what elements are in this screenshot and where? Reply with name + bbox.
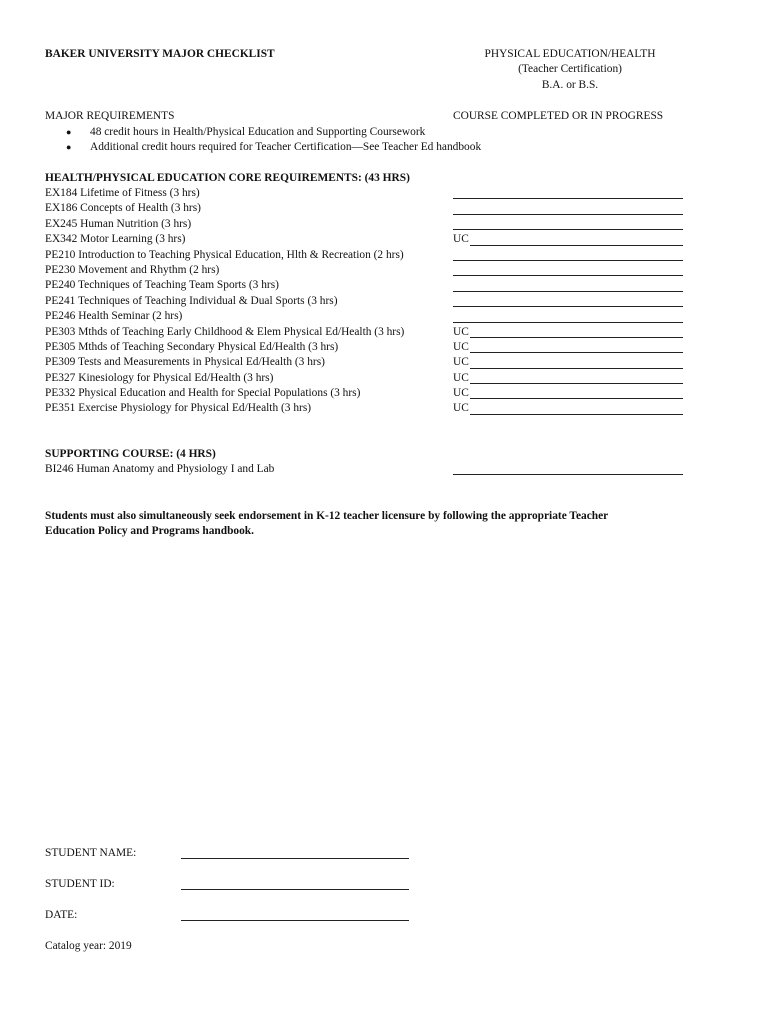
completion-field[interactable] [453,217,683,232]
major-requirements-heading: MAJOR REQUIREMENTS [45,110,175,122]
upper-college-marker: UC [453,356,469,369]
table-row [45,371,745,386]
course-name: PE246 Health Seminar (2 hrs) [45,310,183,323]
course-name: EX245 Human Nutrition (3 hrs) [45,217,192,230]
table-row [45,325,745,340]
course-completed-heading: COURSE COMPLETED OR IN PROGRESS [453,110,664,122]
completion-field[interactable] [453,325,683,340]
student-name-label: STUDENT NAME: [45,847,137,859]
bullet-icon: ● [66,142,72,153]
certification-note: (Teacher Certification) [518,63,622,76]
completion-field[interactable] [453,401,683,416]
program-block [452,47,688,93]
core-course-list [45,186,745,417]
table-row [45,309,745,324]
completion-field[interactable] [453,355,683,370]
course-name: PE230 Movement and Rhythm (2 hrs) [45,263,220,276]
upper-college-marker: UC [453,402,469,415]
upper-college-marker: UC [453,325,469,338]
supporting-course-list [45,462,745,477]
table-row [45,232,745,247]
completion-field[interactable] [453,201,683,216]
course-name: PE351 Exercise Physiology for Physical Ed/Health (3 hrs) [45,402,312,415]
course-name: PE309 Tests and Measurements in Physical Ed/Health (3 hrs) [45,356,325,369]
list-item: ● Additional credit hours required for Teacher Certification—See Teacher Ed handbook [66,140,481,155]
upper-college-marker: UC [453,340,469,353]
core-requirements-heading: HEALTH/PHYSICAL EDUCATION CORE REQUIREMENTS: (43 HRS) [45,172,410,184]
table-row [45,278,745,293]
licensure-note: Students must also simultaneously seek endorsement in K-12 teacher licensure by following the appropriate Teacher Education Policy and Programs handbook. [45,510,609,538]
course-name: EX186 Concepts of Health (3 hrs) [45,202,201,215]
course-name: EX342 Motor Learning (3 hrs) [45,233,186,246]
course-name: PE303 Mthds of Teaching Early Childhood & Elem Physical Ed/Health (3 hrs) [45,325,405,338]
table-row [45,263,745,278]
supporting-course-heading: SUPPORTING COURSE: (4 HRS) [45,448,216,460]
student-id-row [45,877,409,892]
student-name-row [45,846,409,861]
completion-field[interactable] [453,340,683,355]
degree-note: B.A. or B.S. [541,78,599,91]
date-label: DATE: [45,909,78,921]
date-field[interactable] [181,908,409,921]
list-item: ● 48 credit hours in Health/Physical Education and Supporting Coursework [66,125,481,140]
table-row [45,201,745,216]
upper-college-marker: UC [453,233,469,246]
completion-field[interactable] [453,462,683,477]
student-name-field[interactable] [181,846,409,859]
table-row [45,217,745,232]
document-title: BAKER UNIVERSITY MAJOR CHECKLIST [45,48,275,60]
completion-field[interactable] [453,294,683,309]
table-row [45,248,745,263]
upper-college-marker: UC [453,387,469,400]
student-id-label: STUDENT ID: [45,878,115,890]
completion-field[interactable] [453,186,683,201]
course-name: PE327 Kinesiology for Physical Ed/Health (3 hrs) [45,371,274,384]
table-row [45,340,745,355]
requirements-list [66,125,481,156]
upper-college-marker: UC [453,371,469,384]
table-row [45,355,745,370]
table-row [45,462,745,477]
catalog-year: Catalog year: 2019 [45,940,132,952]
date-row [45,908,409,923]
course-name: EX184 Lifetime of Fitness (3 hrs) [45,187,200,199]
table-row [45,386,745,401]
course-name: BI246 Human Anatomy and Physiology I and Lab [45,463,275,475]
course-name: PE305 Mthds of Teaching Secondary Physical Ed/Health (3 hrs) [45,340,339,353]
completion-field[interactable] [453,232,683,247]
course-name: PE240 Techniques of Teaching Team Sports (3 hrs) [45,279,279,292]
completion-field[interactable] [453,371,683,386]
course-name: PE210 Introduction to Teaching Physical Education, Hlth & Recreation (2 hrs) [45,248,404,261]
completion-field[interactable] [453,386,683,401]
course-name: PE332 Physical Education and Health for Special Populations (3 hrs) [45,387,361,400]
program-name: PHYSICAL EDUCATION/HEALTH [484,48,656,60]
completion-field[interactable] [453,248,683,263]
bullet-icon: ● [66,127,72,137]
completion-field[interactable] [453,309,683,324]
student-id-field[interactable] [181,877,409,890]
course-name: PE241 Techniques of Teaching Individual & Dual Sports (3 hrs) [45,294,338,307]
table-row [45,186,745,201]
table-row [45,294,745,309]
table-row [45,401,745,416]
completion-field[interactable] [453,278,683,293]
completion-field[interactable] [453,263,683,278]
